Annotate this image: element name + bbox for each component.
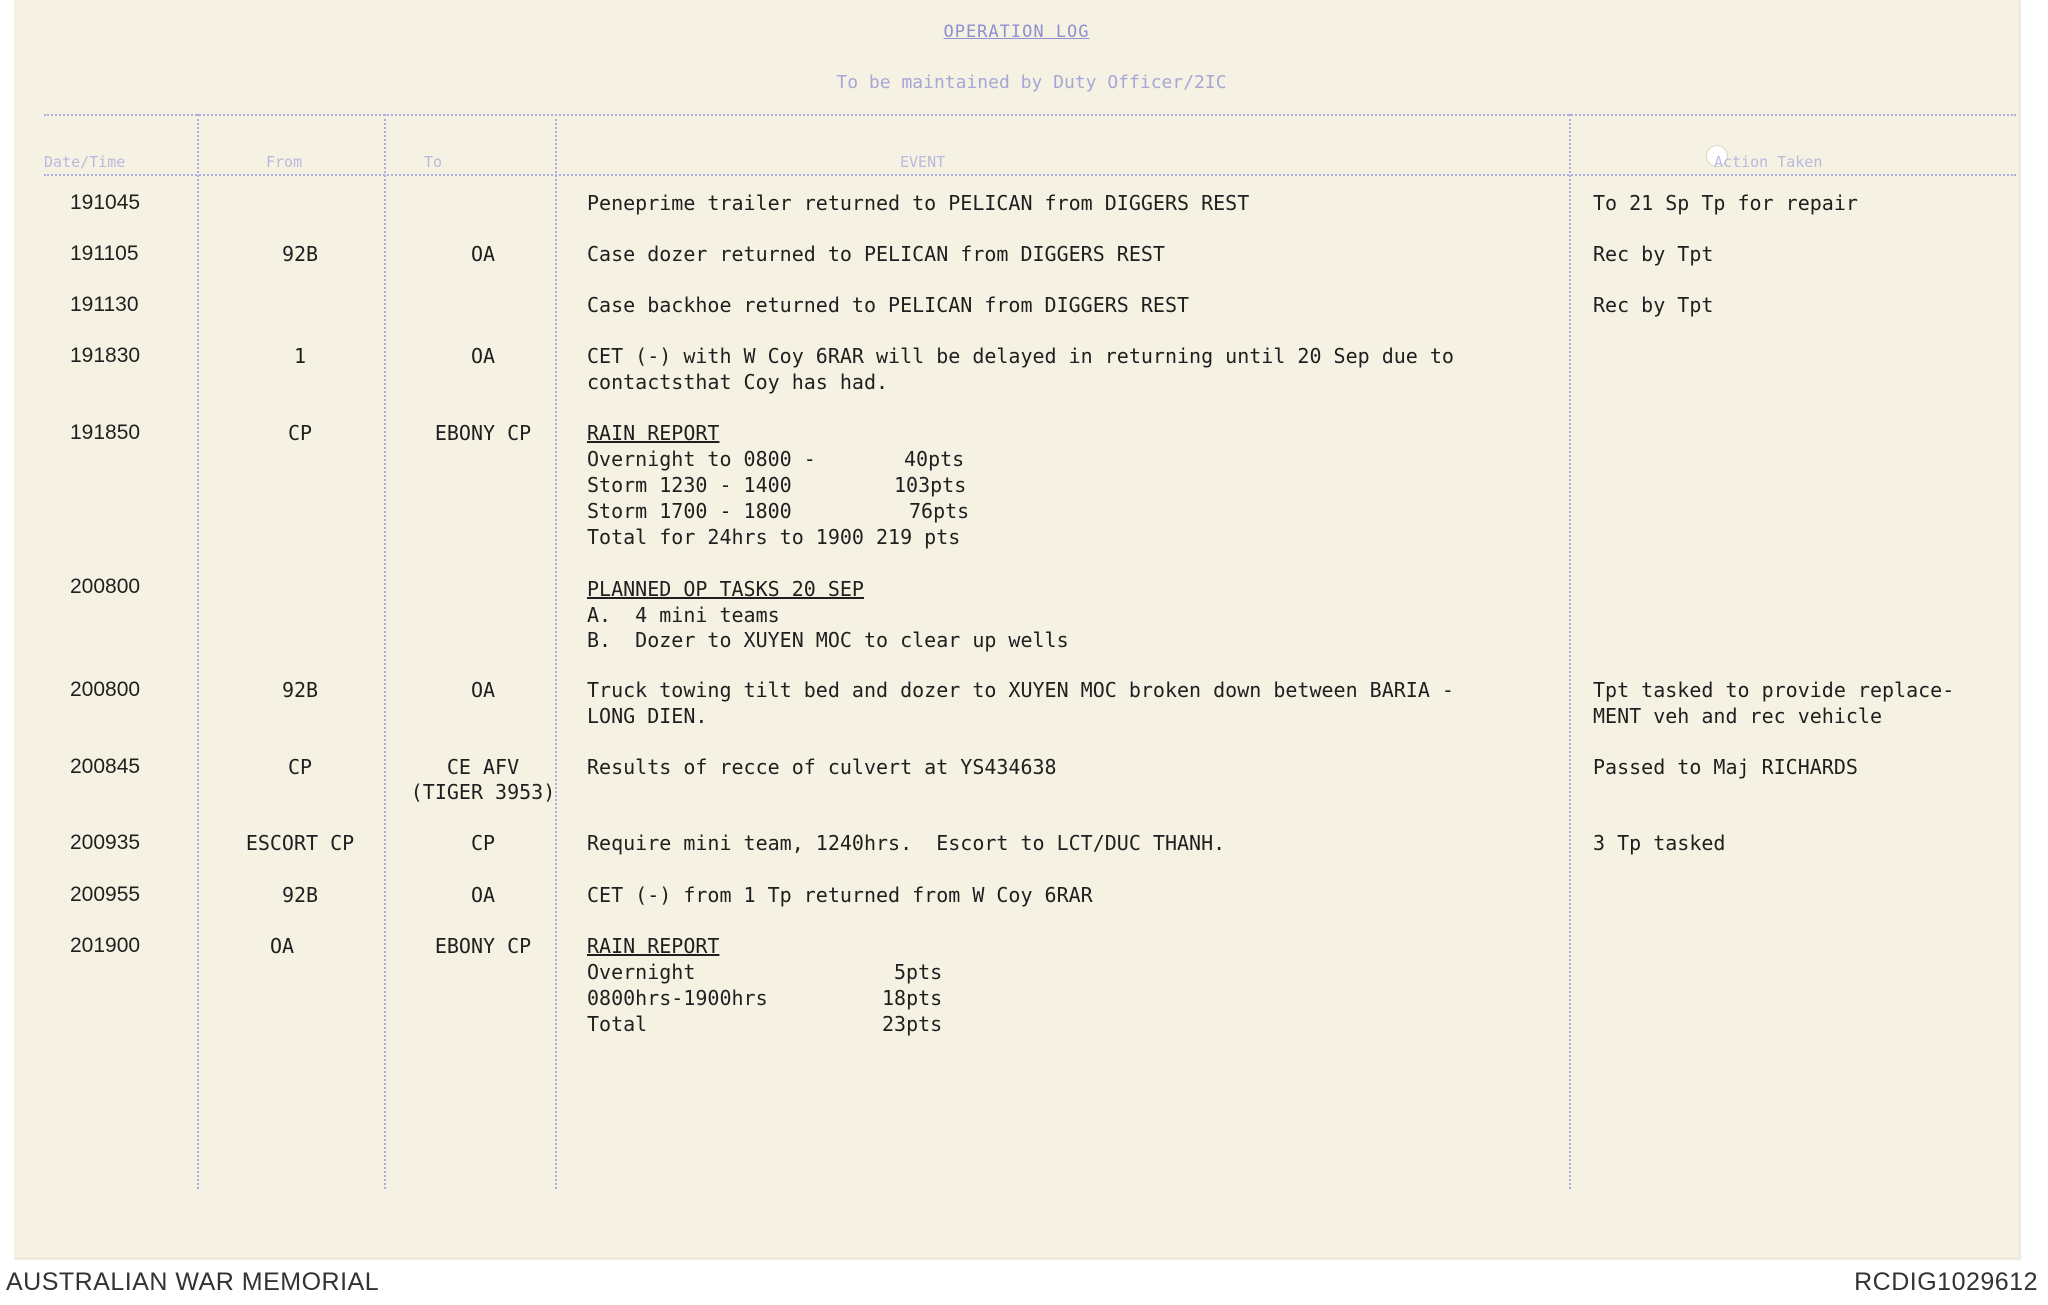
entry-dtg: 201900 [70,934,141,957]
entry-dtg: 200800 [70,678,141,701]
entry-dtg: 191105 [70,242,139,265]
form-title: OPERATION LOG [943,22,1090,42]
entry-event: CET (-) from 1 Tp returned from W Coy 6RAR [587,883,1093,907]
entry-event: Results of recce of culvert at YS434638 [587,755,1057,779]
rain-report-value: 103pts [894,473,967,497]
entry-from: 92B [281,883,319,907]
rain-report-value: 5pts [894,960,943,984]
column-divider [197,114,199,1189]
entry-action: Rec by Tpt [1593,293,1714,317]
rain-report-total: Total for 24hrs to 1900 219 pts [587,525,961,549]
entry-dtg: 191850 [70,421,141,444]
entry-event: Truck towing tilt bed and dozer to XUYEN MOC broken down between BARIA - [587,678,1454,702]
rain-report-label: 0800hrs-1900hrs [587,986,768,1010]
footer-archive-name: AUSTRALIAN WAR MEMORIAL [6,1268,380,1296]
column-header-dtg: Date/Time [44,153,126,171]
entry-dtg: 191045 [70,191,141,214]
entry-event: Case backhoe returned to PELICAN from DIGGERS REST [587,293,1190,317]
column-header-action: Action Taken [1714,153,1823,171]
entry-dtg: 200955 [70,883,141,906]
entry-from: 92B [281,678,319,702]
entry-event: Require mini team, 1240hrs. Escort to LCT/DUC THANH. [587,831,1226,855]
entry-event: B. Dozer to XUYEN MOC to clear up wells [587,628,1069,652]
column-divider [384,114,386,1189]
form-subtitle: To be maintained by Duty Officer/2IC [836,72,1227,93]
rain-report-label: Storm 1230 - 1400 [587,473,792,497]
rain-report-heading: RAIN REPORT [587,421,720,445]
rain-report-value: 40pts [904,447,965,471]
entry-to: OA [470,242,496,266]
column-header-from: From [266,153,303,171]
entry-to: OA [470,344,496,368]
entry-event: Case dozer returned to PELICAN from DIGGERS REST [587,242,1165,266]
column-header-to: To [424,153,443,171]
entry-event: A. 4 mini teams [587,603,780,627]
entry-from: OA [269,934,295,958]
entry-event: Peneprime trailer returned to PELICAN from DIGGERS REST [587,191,1250,215]
entry-from: 92B [281,242,319,266]
rain-report-value: 23pts [882,1012,943,1036]
entry-dtg: 200845 [70,755,141,778]
column-divider [1569,114,1571,1189]
entry-to: EBONY CP [434,934,532,958]
entry-to-detail: (TIGER 3953) [410,780,556,804]
entry-action: Passed to Maj RICHARDS [1593,755,1858,779]
entry-action: To 21 Sp Tp for repair [1593,191,1858,215]
rain-report-label: Overnight [587,960,696,984]
header-top-rule [44,114,2016,116]
entry-dtg: 191130 [70,293,139,316]
entry-from: CP [287,421,313,445]
entry-dtg: 191830 [70,344,141,367]
rain-report-label: Overnight to 0800 - [587,447,816,471]
planned-tasks-heading: PLANNED OP TASKS 20 SEP [587,577,864,601]
entry-action: Rec by Tpt [1593,242,1714,266]
entry-to: OA [470,883,496,907]
entry-action: 3 Tp tasked [1593,831,1726,855]
footer-record-id: RCDIG1029612 [1854,1268,2038,1296]
entry-event: CET (-) with W Coy 6RAR will be delayed in returning until 20 Sep due to [587,344,1454,368]
entry-to: CP [470,831,496,855]
entry-dtg: 200935 [70,831,141,854]
operation-log-sheet [14,0,2020,1259]
rain-report-heading: RAIN REPORT [587,934,720,958]
rain-report-label: Storm 1700 - 1800 [587,499,792,523]
entry-to: EBONY CP [434,421,532,445]
entry-action: MENT veh and rec vehicle [1593,704,1882,728]
entry-from: CP [287,755,313,779]
header-bottom-rule [44,174,2016,176]
rain-report-label: Total [587,1012,648,1036]
entry-event: LONG DIEN. [587,704,708,728]
entry-event: contactsthat Coy has had. [587,370,889,394]
rain-report-value: 76pts [909,499,970,523]
rain-report-value: 18pts [882,986,943,1010]
entry-from: 1 [293,344,307,368]
entry-action: Tpt tasked to provide replace- [1593,678,1955,702]
entry-to: CE AFV [446,755,520,779]
entry-to: OA [470,678,496,702]
column-header-event: EVENT [900,153,946,171]
entry-from: ESCORT CP [245,831,355,855]
entry-dtg: 200800 [70,575,141,598]
column-divider [555,114,557,1189]
